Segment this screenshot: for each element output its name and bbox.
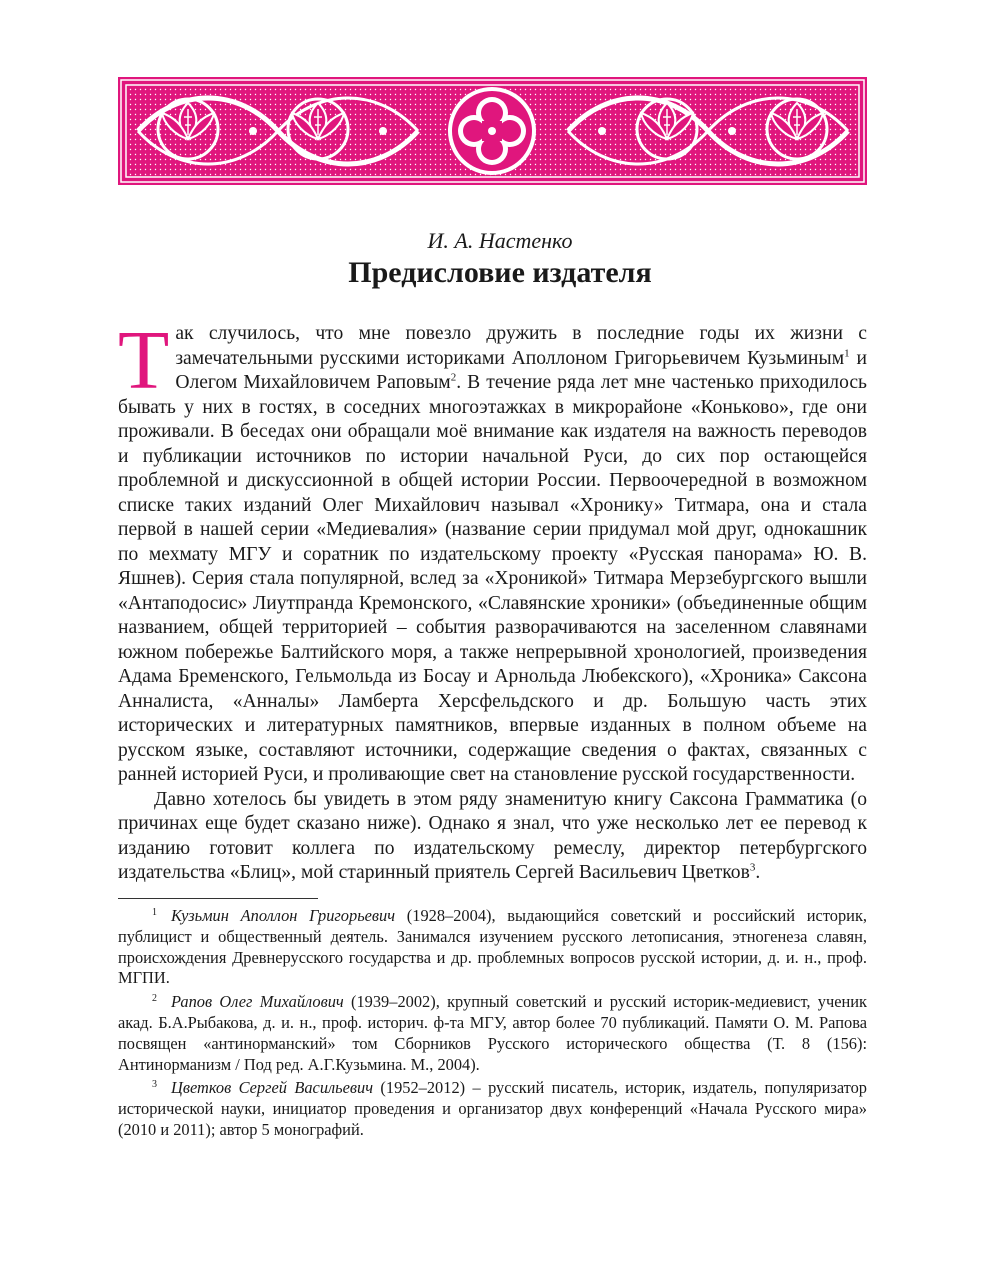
- author-name: И. А. Настенко: [427, 228, 573, 253]
- footnote-number: 2: [152, 992, 157, 1004]
- footnote-1: [118, 906, 867, 989]
- paragraph-1-part-a: ак случилось, что мне повезло дружить в последние годы их жизни с замечательными русскими историками Аполлоном Григорьевичем Кузьминым: [175, 323, 867, 369]
- footnotes: [118, 906, 867, 1144]
- drop-cap: Т: [118, 314, 170, 407]
- footnote-text: (1952–2012) – русский писатель, историк, издатель, популяризатор исторической науки, инициатор проведения и организатор двух конференций «Начала Русского мира» (2010 и 2011); автор 5 монографий.: [118, 1078, 868, 1139]
- footnote-person-name: Рапов Олег Михайлович: [171, 992, 344, 1012]
- footnote-2: [118, 992, 867, 1075]
- page-title: Предисловие издателя: [348, 256, 652, 289]
- footnote-text: (1928–2004), выдающийся советский и российский историк, публицист и общественный деятель. Занимался изучением русского летописания, этногенеза славян, происхождения Древнерусского государства и др. проблемных вопросов русской истории, д. и. н., проф. МГПИ.: [118, 906, 867, 988]
- footnote-3: [118, 1078, 867, 1140]
- footnote-ref-2[interactable]: 2: [450, 371, 457, 384]
- footnote-text: (1939–2002), крупный советский и русский историк-медиевист, ученик акад. Б.А.Рыбакова, д. и. н., проф. историч. ф-та МГУ, автор более 70 публикаций. Памяти О. М. Рапова посвящен «антинорманский» том Сборников Русского исторического общества (Т. 8 (156): Антинорманизм / Под ред. А.Г.Кузьмина. М., 2004).: [118, 992, 867, 1074]
- paragraph-1-part-c: . В течение ряда лет мне частенько приходилось бывать у них в гостях, в соседних многоэтажках в микрорайоне «Коньково», где они проживали. В беседах они обращали моё внимание как издателя на важность переводов и публикации источников по истории начальной Руси, до сих пор остающейся проблемной и дискуссионной в общей истории России. Первоочередной в возможном списке таких изданий Олег Михайлович называл «Хронику» Титмара, она и стала первой в нашей серии «Медиевалия» (название серии придумал мой друг, однокашник по мехмату МГУ и соратник по издательскому проекту «Русская панорама» Ю. В. Яшнев). Серия стала популярной, вслед за «Хроникой» Титмара Мерзебургского вышли «Антаподосис» Лиутпранда Кремонского, «Славянские хроники» (объединенные общим названием, общей территорией – события разворачиваются на заселенном славянами южном побережье Балтийского моря, а также непрерывной хронологией, произведения Адама Бременского, Гельмольда из Босау и Арнольда Любекского), «Хроника» Саксона Анналиста, «Анналы» Ламберта Херсфельдского и др. Большую часть этих исторических и литературных памятников, впервые изданных в полном объеме на русском языке, составляют источники, содержащие сведения о фактах, связанных с ранней историей Руси, и проливающие свет на становление русской государственности.: [118, 372, 867, 785]
- paragraph-2: [118, 788, 867, 886]
- paragraph-2-part-a: Давно хотелось бы увидеть в этом ряду знаменитую книгу Саксона Грамматика (о причинах еще будет сказано ниже). Однако я знал, что уже несколько лет ее перевод к изданию готовит коллега по издательскому ремеслу, директор петербургского издательства «Блиц», мой старинный приятель Сергей Васильевич Цветков: [118, 788, 867, 883]
- footnote-number: 1: [152, 906, 157, 918]
- footnote-person-name: Цветков Сергей Васильевич: [171, 1078, 374, 1098]
- footnote-number: 3: [152, 1078, 157, 1090]
- footnote-ref-1[interactable]: 1: [844, 346, 850, 359]
- footnote-divider: [118, 898, 318, 899]
- paragraph-1-part-b: и Олегом Михайловичем Раповым: [175, 347, 867, 393]
- body-text: [118, 314, 867, 886]
- paragraph-1: [118, 314, 867, 788]
- footnote-person-name: Кузьмин Аполлон Григорьевич: [171, 906, 396, 925]
- footnote-ref-3[interactable]: 3: [749, 861, 756, 874]
- ornamental-banner: [118, 77, 867, 185]
- paragraph-2-part-b: .: [755, 862, 761, 883]
